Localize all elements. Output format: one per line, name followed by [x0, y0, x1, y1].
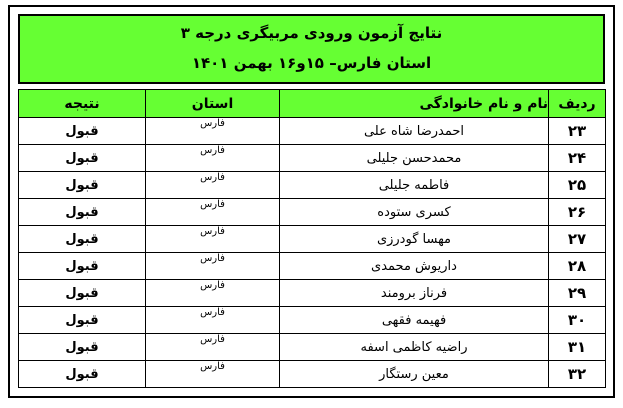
- row-result: قبول: [19, 361, 146, 388]
- page-title: نتایج آزمون ورودی مربیگری درجه ۳: [180, 24, 443, 42]
- page-subtitle: استان فارس– ۱۵و۱۶ بهمن ۱۴۰۱: [191, 54, 432, 72]
- row-result: قبول: [19, 172, 146, 199]
- table-row: [19, 280, 606, 307]
- row-result: قبول: [19, 199, 146, 226]
- row-name: احمدرضا شاه علی: [280, 118, 549, 145]
- row-province: فارس: [146, 334, 280, 361]
- row-name: معین رستگار: [280, 361, 549, 388]
- row-name: داریوش محمدی: [280, 253, 549, 280]
- row-number: ۲۹: [549, 280, 606, 307]
- table-row: [19, 118, 606, 145]
- row-number: ۳۲: [549, 361, 606, 388]
- row-number: ۲۸: [549, 253, 606, 280]
- row-name: فهیمه فقهی: [280, 307, 549, 334]
- header-result: نتیجه: [19, 90, 146, 118]
- row-number: ۳۱: [549, 334, 606, 361]
- title-banner: [18, 14, 605, 84]
- row-number: ۲۷: [549, 226, 606, 253]
- row-name: فاطمه جلیلی: [280, 172, 549, 199]
- table-header-row: [19, 90, 606, 118]
- row-result: قبول: [19, 307, 146, 334]
- table-row: [19, 172, 606, 199]
- row-name: محمدحسن جلیلی: [280, 145, 549, 172]
- table-row: [19, 334, 606, 361]
- row-province: فارس: [146, 226, 280, 253]
- table-row: [19, 307, 606, 334]
- table-row: [19, 361, 606, 388]
- row-province: فارس: [146, 118, 280, 145]
- row-result: قبول: [19, 226, 146, 253]
- header-number: ردیف: [549, 90, 606, 118]
- results-frame: [8, 5, 615, 398]
- table-row: [19, 253, 606, 280]
- row-result: قبول: [19, 118, 146, 145]
- row-province: فارس: [146, 280, 280, 307]
- row-province: فارس: [146, 172, 280, 199]
- table-row: [19, 145, 606, 172]
- row-number: ۲۳: [549, 118, 606, 145]
- row-result: قبول: [19, 253, 146, 280]
- row-number: ۳۰: [549, 307, 606, 334]
- table-row: [19, 226, 606, 253]
- row-number: ۲۶: [549, 199, 606, 226]
- row-province: فارس: [146, 199, 280, 226]
- header-province: استان: [146, 90, 280, 118]
- row-number: ۲۵: [549, 172, 606, 199]
- row-name: فرناز برومند: [280, 280, 549, 307]
- row-result: قبول: [19, 334, 146, 361]
- row-province: فارس: [146, 361, 280, 388]
- row-name: راضیه کاظمی اسفه: [280, 334, 549, 361]
- row-name: مهسا گودرزی: [280, 226, 549, 253]
- row-province: فارس: [146, 253, 280, 280]
- row-result: قبول: [19, 280, 146, 307]
- row-number: ۲۴: [549, 145, 606, 172]
- table-row: [19, 199, 606, 226]
- results-table: [18, 89, 606, 388]
- row-name: کسری ستوده: [280, 199, 549, 226]
- row-result: قبول: [19, 145, 146, 172]
- row-province: فارس: [146, 307, 280, 334]
- header-name: نام و نام خانوادگی: [280, 90, 549, 118]
- row-province: فارس: [146, 145, 280, 172]
